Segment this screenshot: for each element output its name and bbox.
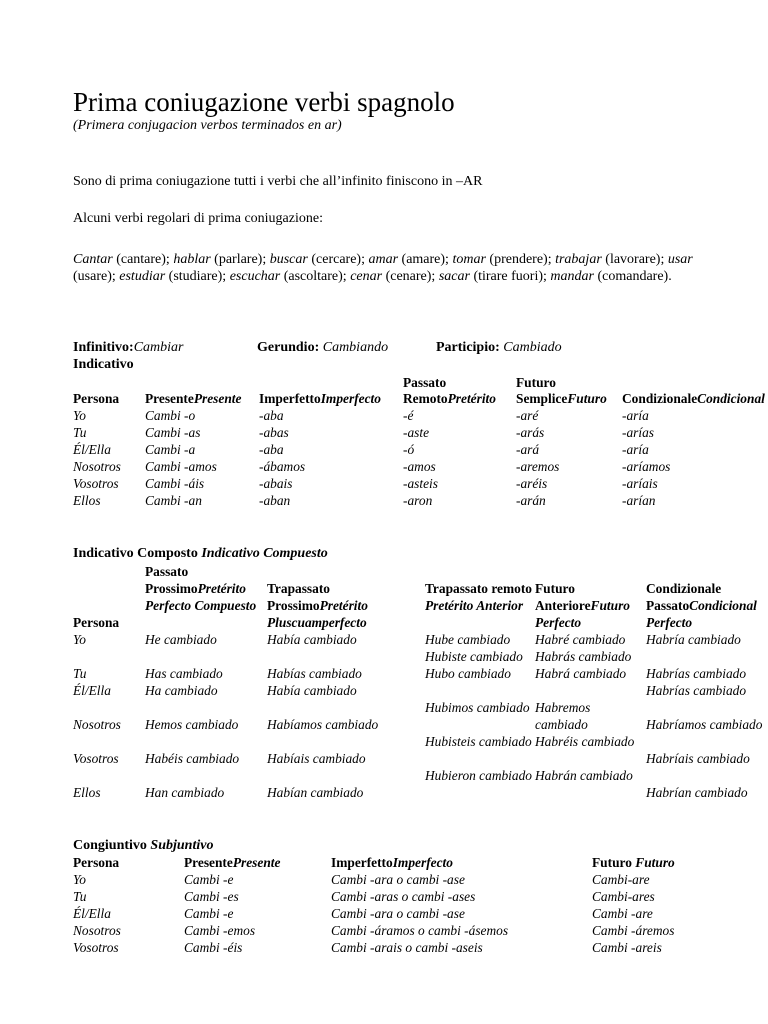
table-cell: Hube cambiado — [425, 632, 511, 647]
verb-es: Cantar — [73, 252, 113, 267]
table-cell: Cambi -a — [145, 442, 196, 457]
table-cell: Cambi -e — [184, 872, 234, 887]
table-cell: -arás — [516, 425, 545, 440]
table-cell: Cambi -amos — [145, 459, 217, 474]
verb-es: cenar — [350, 269, 383, 284]
comp-header — [267, 580, 422, 631]
table-cell: -aríais — [622, 476, 658, 491]
table-cell: Yo — [73, 408, 86, 423]
table-cell: -aría — [622, 442, 649, 457]
regular-verbs-heading: Alcuni verbi regolari di prima coniugazione: — [73, 211, 323, 226]
comp-header-it: Trapassato remoto — [425, 581, 532, 596]
infinitive-line — [73, 340, 183, 356]
table-cell: Cambi -éis — [184, 940, 243, 955]
table-cell: Cambi -o — [145, 408, 196, 423]
verb-it: (parlare); — [210, 252, 270, 267]
table-cell: Habría cambiado — [646, 632, 741, 647]
table-cell: Cambi -áramos o cambi -ásemos — [331, 923, 509, 938]
page-subtitle: (Primera conjugacion verbos terminados en ar) — [73, 118, 342, 133]
subj-header — [73, 854, 119, 871]
intro-text: Sono di prima coniugazione tutti i verbi che all’infinito finiscono in –AR — [73, 174, 483, 189]
table-cell: Habríais cambiado — [646, 751, 750, 766]
subj-header — [592, 854, 675, 871]
participle-label: Participio: — [436, 340, 500, 355]
ind-header-top: Passato — [403, 375, 447, 390]
table-cell: Yo — [73, 872, 86, 887]
table-cell: Nosotros — [73, 459, 121, 474]
table-cell: Había cambiado — [267, 683, 357, 698]
subj-header-it: Persona — [73, 855, 120, 870]
table-cell: -ábamos — [259, 459, 306, 474]
table-cell: Habían cambiado — [267, 785, 364, 800]
table-cell: Cambi -as — [145, 425, 201, 440]
verb-es: hablar — [173, 252, 211, 267]
table-cell: Habré cambiado — [535, 632, 626, 647]
table-cell: Cambi -ara o cambi -ase — [331, 872, 465, 887]
comp-header-it: Persona — [73, 615, 120, 630]
ind-header-it: Imperfetto — [259, 391, 321, 406]
table-cell: Nosotros — [73, 923, 121, 938]
verb-es: sacar — [438, 269, 470, 284]
table-cell: -abais — [259, 476, 293, 491]
infinitive-label: Infinitivo: — [73, 340, 134, 355]
table-cell: Habrás cambiado — [535, 649, 632, 664]
comp-header-it: Trapassato Prossimo — [267, 581, 330, 613]
table-cell: Él/Ella — [73, 683, 111, 698]
table-cell: -aron — [403, 493, 433, 508]
table-cell: Habíais cambiado — [267, 751, 366, 766]
table-cell: Habrías cambiado — [646, 666, 747, 681]
ind-header-es: Pretérito — [447, 391, 496, 406]
page-title: Prima coniugazione verbi spagnolo — [73, 87, 455, 117]
subj-header-it: Futuro — [592, 855, 636, 870]
comp-header — [535, 580, 645, 631]
table-cell: -ará — [516, 442, 540, 457]
table-cell: Habremos cambiado — [535, 700, 591, 732]
table-cell: -aba — [259, 442, 284, 457]
table-cell: Habríamos cambiado — [646, 717, 763, 732]
ind-header-es: Futuro — [567, 391, 607, 406]
subj-header — [331, 854, 453, 871]
verb-es: escuchar — [229, 269, 281, 284]
indicativo-heading: Indicativo — [73, 357, 134, 372]
ind-header — [516, 390, 607, 407]
table-cell: Cambi -e — [184, 906, 234, 921]
table-cell: Vosotros — [73, 751, 119, 766]
table-cell: Hemos cambiado — [145, 717, 239, 732]
table-cell: Habías cambiado — [267, 666, 362, 681]
table-cell: Cambi -áis — [145, 476, 205, 491]
ind-header-it: Remoto — [403, 391, 448, 406]
verb-it: (prendere); — [485, 252, 556, 267]
verb-it: (usare); — [73, 269, 120, 284]
verb-es: tomar — [452, 252, 486, 267]
infinitive-value: Cambiar — [133, 340, 184, 355]
table-cell: -aréis — [516, 476, 548, 491]
verb-es: mandar — [550, 269, 594, 284]
comp-header-it: Condizionale Passato — [646, 581, 722, 613]
table-cell: -amos — [403, 459, 436, 474]
table-cell: -arían — [622, 493, 656, 508]
compuesto-heading-it: Indicativo Composto — [73, 546, 202, 561]
ind-header-es: Imperfecto — [320, 391, 381, 406]
table-cell: Cambi -arais o cambi -aseis — [331, 940, 483, 955]
participle-line — [436, 340, 562, 356]
table-cell: Cambi -áremos — [592, 923, 675, 938]
table-cell: Cambi -es — [184, 889, 239, 904]
table-cell: Vosotros — [73, 940, 119, 955]
table-cell: -abas — [259, 425, 289, 440]
table-cell: Ellos — [73, 493, 101, 508]
verb-it: (amare); — [398, 252, 453, 267]
comp-header — [425, 580, 533, 614]
table-cell: -é — [403, 408, 414, 423]
table-cell: Vosotros — [73, 476, 119, 491]
comp-header — [646, 580, 768, 631]
ind-header-it: Persona — [73, 391, 120, 406]
table-cell: Tu — [73, 666, 87, 681]
table-cell: Él/Ella — [73, 442, 111, 457]
table-cell: Habrá cambiado — [535, 666, 627, 681]
subj-header-es: Presente — [232, 855, 281, 870]
table-cell: Tu — [73, 425, 87, 440]
table-cell: Hubo cambiado — [425, 666, 511, 681]
ind-header — [73, 390, 119, 407]
table-cell: Hubieron cambiado — [425, 768, 532, 783]
ind-header — [403, 390, 496, 407]
table-cell: Cambi-ares — [592, 889, 655, 904]
ind-header — [259, 390, 381, 407]
ind-header-es: Condicional — [697, 391, 765, 406]
comp-header-es: Pretérito Pluscuamperfecto — [267, 598, 368, 630]
subj-header-it: Imperfetto — [331, 855, 393, 870]
verb-it: (lavorare); — [601, 252, 668, 267]
table-cell: He cambiado — [145, 632, 217, 647]
table-cell: Han cambiado — [145, 785, 225, 800]
comp-header-es: Condicional Perfecto — [646, 598, 757, 630]
table-cell: -aré — [516, 408, 539, 423]
verb-it: (studiare); — [165, 269, 230, 284]
table-cell: -arías — [622, 425, 654, 440]
table-cell: -asteis — [403, 476, 438, 491]
table-cell: Cambi-are — [592, 872, 650, 887]
verb-es: buscar — [269, 252, 308, 267]
ind-header — [145, 390, 241, 407]
subj-header — [184, 854, 280, 871]
verb-it: (comandare). — [593, 269, 672, 284]
verb-es: usar — [667, 252, 693, 267]
table-cell: Habéis cambiado — [145, 751, 240, 766]
table-cell: Cambi -an — [145, 493, 202, 508]
verb-it: (cenare); — [382, 269, 439, 284]
compuesto-heading — [73, 546, 328, 562]
verb-es: amar — [368, 252, 399, 267]
table-cell: Has cambiado — [145, 666, 223, 681]
table-cell: Yo — [73, 632, 86, 647]
table-cell: -aban — [259, 493, 291, 508]
table-cell: Cambi -areis — [592, 940, 662, 955]
comp-header — [73, 614, 143, 631]
regular-verbs-list — [73, 251, 698, 285]
table-cell: Habréis cambiado — [535, 734, 635, 749]
verb-it: (tirare fuori); — [469, 269, 551, 284]
subj-header-it: Presente — [184, 855, 233, 870]
gerund-label: Gerundio: — [257, 340, 320, 355]
table-cell: Ha cambiado — [145, 683, 218, 698]
comp-header-es: Futuro Perfecto — [535, 598, 630, 630]
table-cell: -aremos — [516, 459, 560, 474]
table-cell: Nosotros — [73, 717, 121, 732]
table-cell: Tu — [73, 889, 87, 904]
verb-es: estudiar — [119, 269, 166, 284]
ind-header-it: Presente — [145, 391, 194, 406]
table-cell: Hubimos cambiado — [425, 700, 530, 715]
table-cell: Cambi -emos — [184, 923, 256, 938]
table-cell: -aba — [259, 408, 284, 423]
table-cell: Cambi -ara o cambi -ase — [331, 906, 465, 921]
comp-header-it: Futuro Anteriore — [535, 581, 591, 613]
table-cell: Él/Ella — [73, 906, 111, 921]
compuesto-heading-es: Indicativo Compuesto — [201, 546, 328, 561]
table-cell: Hubisteis cambiado — [425, 734, 532, 749]
table-cell: Habrían cambiado — [646, 785, 748, 800]
table-cell: Habíamos cambiado — [267, 717, 379, 732]
table-cell: Cambi -aras o cambi -ases — [331, 889, 476, 904]
gerund-line — [257, 340, 388, 356]
verb-it: (cercare); — [307, 252, 369, 267]
table-cell: Hubiste cambiado — [425, 649, 523, 664]
ind-header-es: Presente — [193, 391, 242, 406]
comp-header-es: Pretérito Perfecto Compuesto — [145, 581, 257, 613]
subjuntivo-heading — [73, 838, 213, 854]
participle-value: Cambiado — [503, 340, 562, 355]
subjuntivo-heading-it: Congiuntivo — [73, 838, 151, 853]
verb-it: (cantare); — [112, 252, 174, 267]
table-cell: -arán — [516, 493, 546, 508]
table-cell: -aste — [403, 425, 430, 440]
table-cell: -aría — [622, 408, 649, 423]
ind-header-it: Semplice — [516, 391, 568, 406]
table-cell: -aríamos — [622, 459, 671, 474]
ind-header-it: Condizionale — [622, 391, 698, 406]
subjuntivo-heading-es: Subjuntivo — [150, 838, 214, 853]
table-cell: Habrías cambiado — [646, 683, 747, 698]
table-cell: -ó — [403, 442, 415, 457]
ind-header — [622, 390, 765, 407]
table-cell: Cambi -are — [592, 906, 653, 921]
verb-it: (ascoltare); — [280, 269, 351, 284]
subj-header-es: Imperfecto — [392, 855, 453, 870]
verb-es: trabajar — [555, 252, 602, 267]
subj-header-es: Futuro — [635, 855, 675, 870]
comp-header — [145, 563, 265, 614]
table-cell: Ellos — [73, 785, 101, 800]
table-cell: Había cambiado — [267, 632, 357, 647]
ind-header-top: Futuro — [516, 375, 556, 390]
comp-header-es: Pretérito Anterior — [425, 598, 524, 613]
comp-header-it: Passato Prossimo — [145, 564, 198, 596]
gerund-value: Cambiando — [322, 340, 389, 355]
table-cell: Habrán cambiado — [535, 768, 633, 783]
